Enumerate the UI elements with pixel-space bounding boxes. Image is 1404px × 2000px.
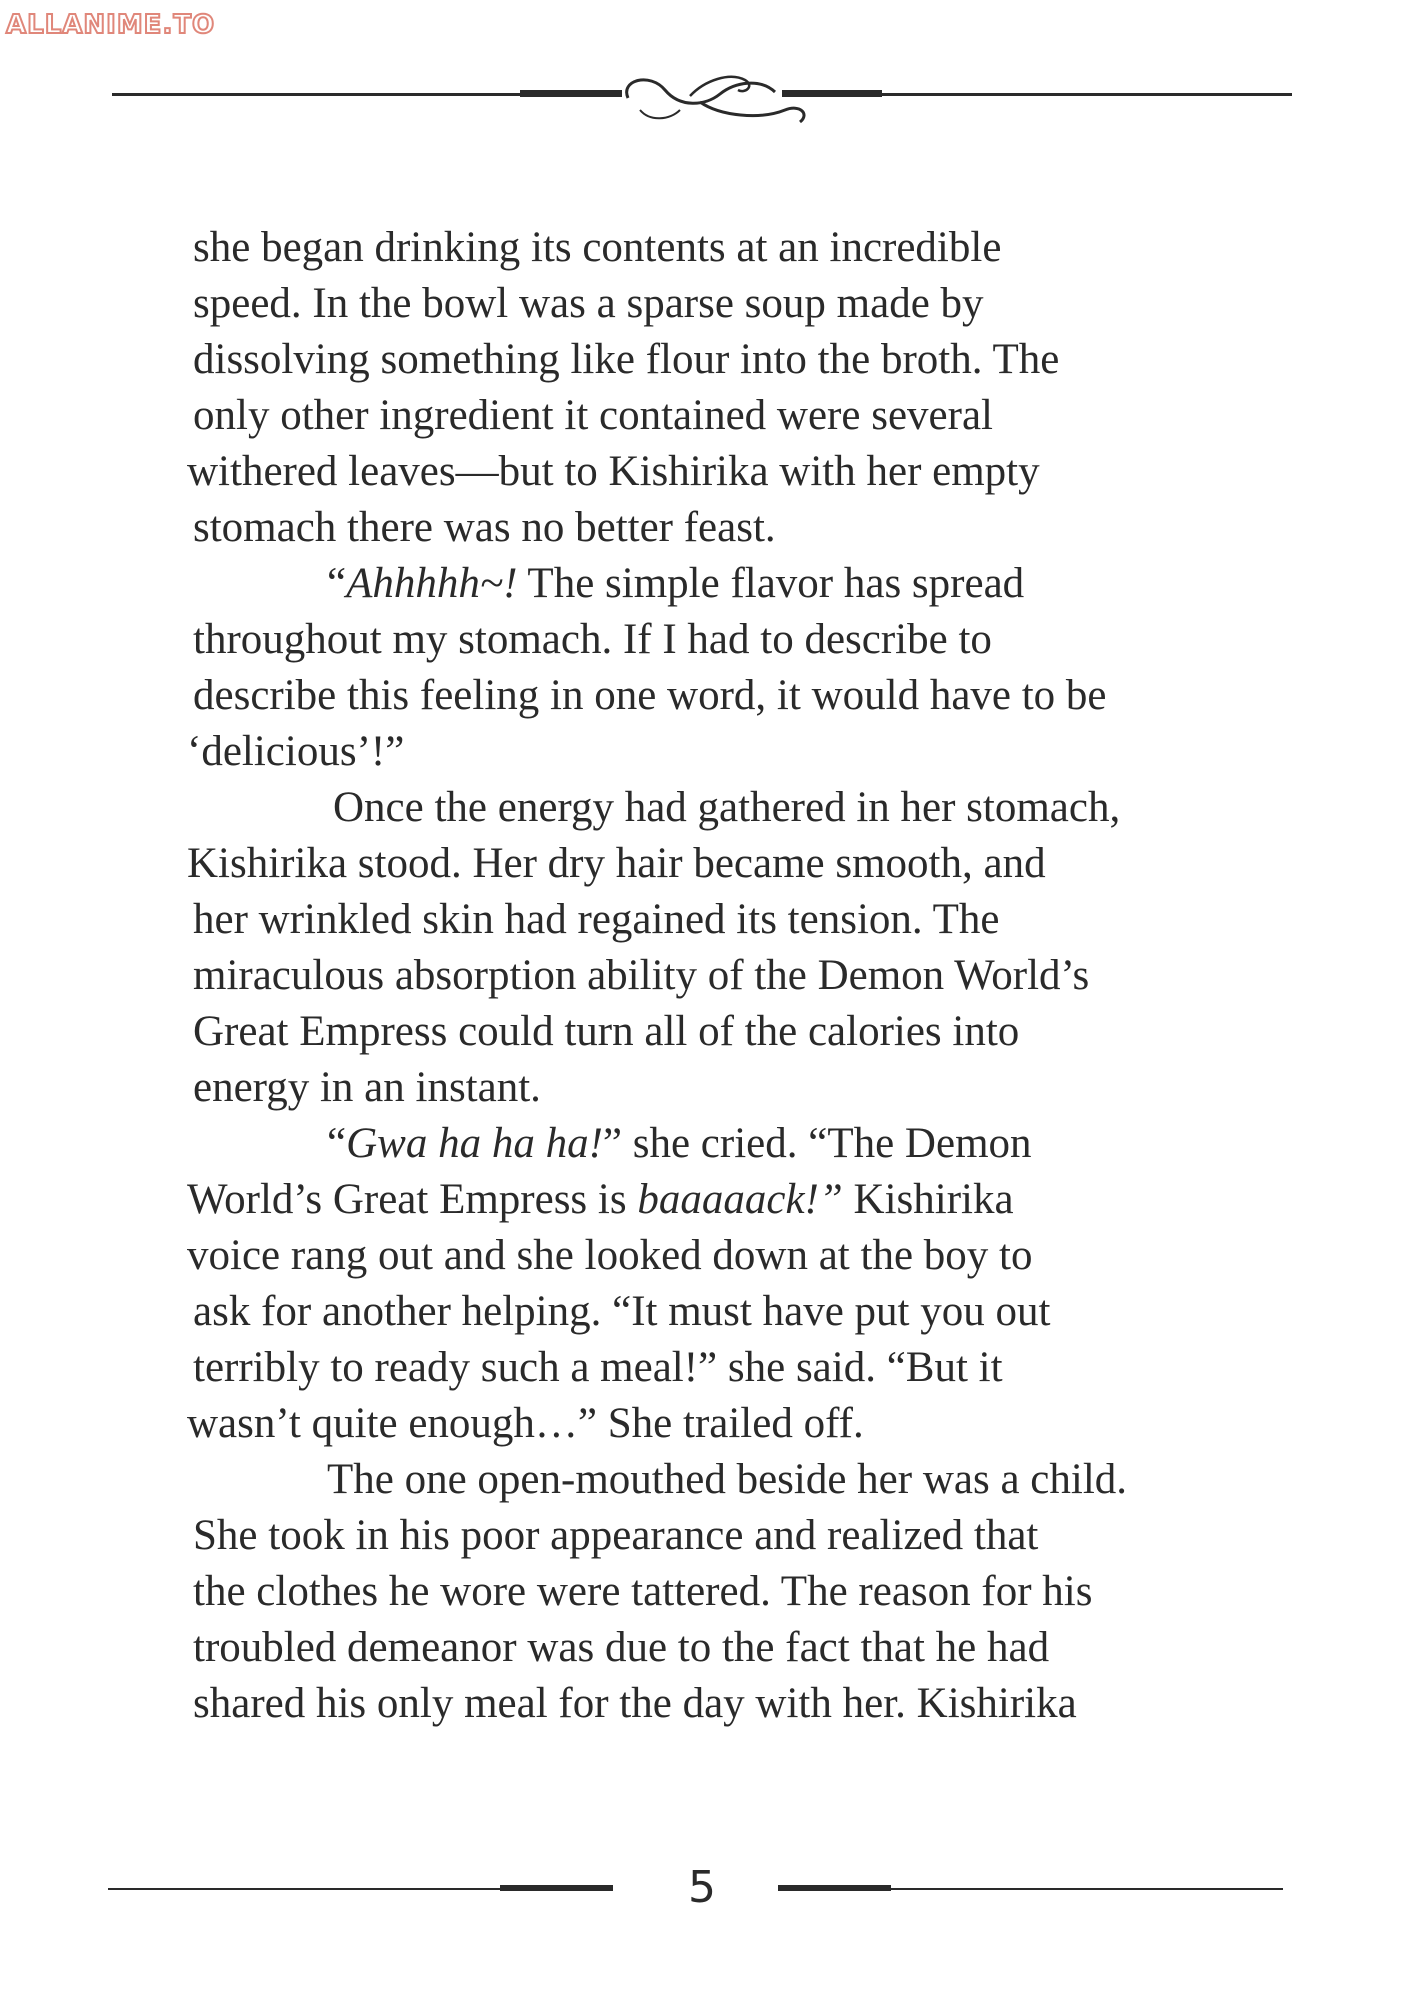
text-segment: throughout my stomach. If I had to describe to: [193, 616, 992, 663]
text-segment: withered leaves—but to Kishirika with her empty: [187, 448, 1040, 495]
text-segment: Once the energy had gathered in her stomach,: [333, 784, 1121, 831]
text-segment: speed. In the bowl was a sparse soup made by: [193, 280, 984, 327]
text-segment: wasn’t quite enough…” She trailed off.: [187, 1400, 864, 1447]
text-line: [193, 892, 1223, 948]
text-segment: describe this feeling in one word, it would have to be: [193, 672, 1107, 719]
text-line: [193, 1004, 1223, 1060]
text-line: [193, 1340, 1223, 1396]
text-segment: ” she cried. “The Demon: [602, 1120, 1032, 1167]
text-line: [193, 1452, 1223, 1508]
text-line: [193, 556, 1223, 612]
text-segment: The one open-mouthed beside her was a child.: [327, 1456, 1128, 1503]
text-line: [193, 332, 1223, 388]
text-segment: The simple flavor has spread: [517, 560, 1025, 607]
text-line: [193, 948, 1223, 1004]
text-segment: “: [327, 560, 347, 607]
text-segment: “: [327, 1120, 347, 1167]
flourish-divider-icon: [0, 50, 1404, 140]
italic-text: Gwa ha ha ha!: [346, 1120, 603, 1167]
text-line: [193, 1060, 1223, 1116]
italic-text: baaaaack!”: [637, 1176, 843, 1223]
text-segment: terribly to ready such a meal!” she said. “But it: [193, 1344, 1003, 1391]
text-line: [193, 668, 1223, 724]
text-line: [187, 724, 1223, 780]
text-line: [193, 1508, 1223, 1564]
text-segment: dissolving something like flour into the broth. The: [193, 336, 1060, 383]
site-watermark: ALLANIME.TO: [6, 10, 216, 40]
text-line: [193, 1284, 1223, 1340]
text-segment: Great Empress could turn all of the calories into: [193, 1008, 1020, 1055]
text-segment: only other ingredient it contained were several: [193, 392, 993, 439]
text-segment: energy in an instant.: [193, 1064, 541, 1111]
text-segment: shared his only meal for the day with her. Kishirika: [193, 1680, 1077, 1727]
text-line: [193, 276, 1223, 332]
text-segment: stomach there was no better feast.: [193, 504, 776, 551]
text-line: [187, 1396, 1223, 1452]
text-line: [193, 1620, 1223, 1676]
body-text: [187, 220, 1223, 1732]
italic-text: Ahhhhh~!: [346, 560, 518, 607]
text-line: [193, 388, 1223, 444]
text-segment: troubled demeanor was due to the fact that he had: [193, 1624, 1050, 1671]
text-line: [193, 1564, 1223, 1620]
text-segment: Kishirika: [842, 1176, 1014, 1223]
text-segment: ‘delicious’!”: [187, 728, 405, 775]
text-segment: the clothes he wore were tattered. The reason for his: [193, 1568, 1093, 1615]
text-segment: her wrinkled skin had regained its tension. The: [193, 896, 1000, 943]
text-line: [193, 220, 1223, 276]
text-segment: ask for another helping. “It must have put you out: [193, 1288, 1051, 1335]
text-line: [193, 780, 1223, 836]
text-segment: miraculous absorption ability of the Demon World’s: [193, 952, 1090, 999]
text-line: [187, 444, 1223, 500]
page-number: 5: [688, 1862, 716, 1913]
text-line: [193, 612, 1223, 668]
text-segment: voice rang out and she looked down at the boy to: [187, 1232, 1033, 1279]
text-segment: she began drinking its contents at an incredible: [193, 224, 1002, 271]
text-line: [187, 1172, 1223, 1228]
text-segment: Kishirika stood. Her dry hair became smooth, and: [187, 840, 1046, 887]
text-segment: She took in his poor appearance and realized that: [193, 1512, 1039, 1559]
text-line: [193, 1116, 1223, 1172]
text-line: [187, 836, 1223, 892]
text-segment: World’s Great Empress is: [187, 1176, 638, 1223]
text-line: [193, 1676, 1223, 1732]
text-line: [193, 500, 1223, 556]
text-line: [187, 1228, 1223, 1284]
